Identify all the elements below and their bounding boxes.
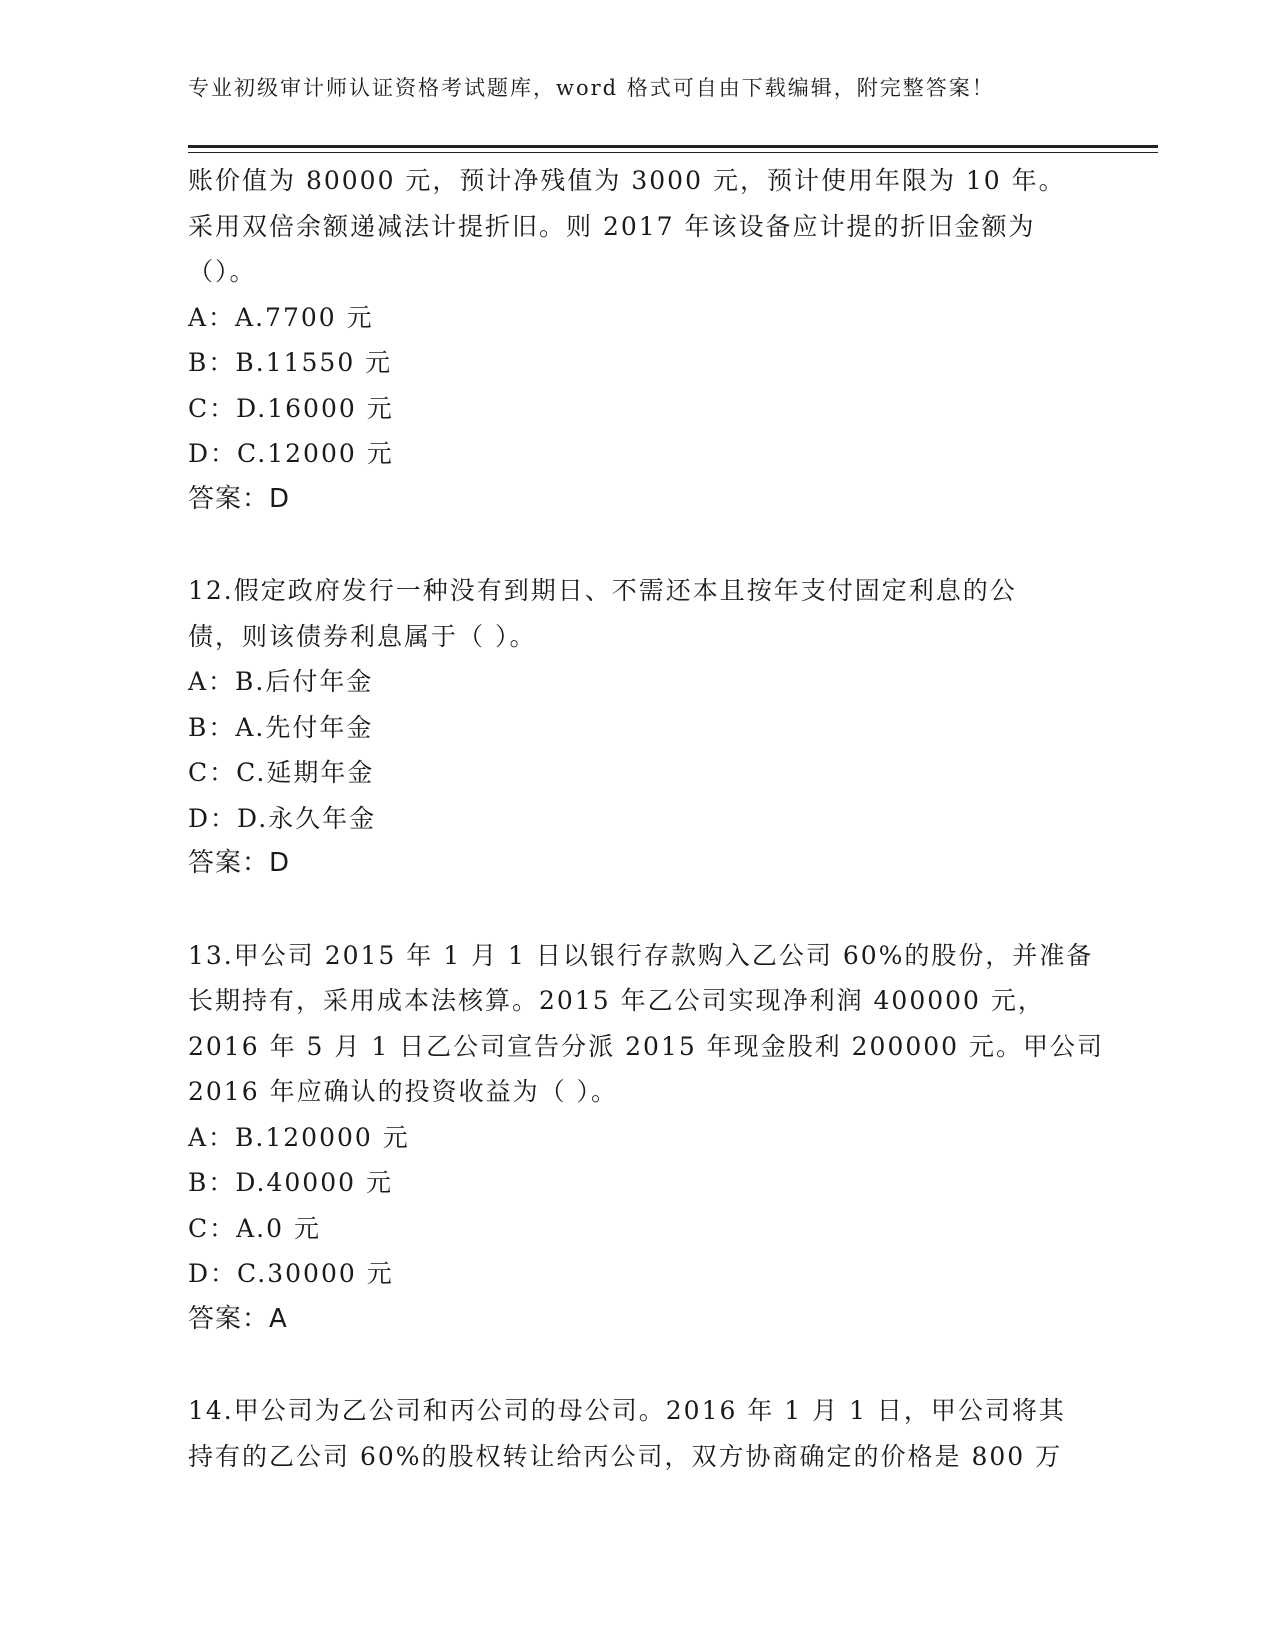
option-d: D：D.永久年金 [188, 803, 377, 833]
question-stem-line: 13.甲公司 2015 年 1 月 1 日以银行存款购入乙公司 60%的股份，并准备 [188, 940, 1094, 970]
spacer [188, 1342, 1088, 1388]
question-stem-line: 2016 年 5 月 1 日乙公司宣告分派 2015 年现金股利 200000 元。甲公司 [188, 1031, 1105, 1061]
document-body [188, 158, 1105, 1479]
question-11 [188, 158, 1088, 522]
header-rule-thick [188, 145, 1158, 148]
option-b: B：B.11550 元 [188, 348, 393, 377]
question-stem-line: 14.甲公司为乙公司和丙公司的母公司。2016 年 1 月 1 日，甲公司将其 [188, 1396, 1066, 1425]
question-stem-line: 账价值为 80000 元，预计净残值为 3000 元，预计使用年限为 10 年。 [188, 166, 1066, 195]
option-c: C：D.16000 元 [188, 393, 394, 423]
option-b: B：A.先付年金 [188, 712, 374, 742]
question-12 [188, 568, 1088, 887]
question-13 [188, 933, 1105, 1343]
question-stem-line: 持有的乙公司 60%的股权转让给丙公司，双方协商确定的价格是 800 万 [188, 1441, 1063, 1471]
header-rule-thin [188, 152, 1158, 153]
option-a: A：A.7700 元 [188, 302, 374, 332]
option-c: C：A.0 元 [188, 1213, 321, 1243]
spacer [188, 887, 1088, 933]
spacer [188, 522, 1088, 568]
option-d: D：C.30000 元 [188, 1259, 394, 1288]
option-c: C：C.延期年金 [188, 758, 375, 787]
question-stem-line: 12.假定政府发行一种没有到期日、不需还本且按年支付固定利息的公 [188, 576, 1017, 605]
answer: 答案：D [188, 848, 291, 878]
option-b: B：D.40000 元 [188, 1168, 393, 1197]
page-header: 专业初级审计师认证资格考试题库，word 格式可自由下载编辑，附完整答案！ [188, 76, 995, 100]
option-a: A：B.后付年金 [188, 667, 374, 696]
question-14 [188, 1388, 1088, 1479]
question-stem-line: 采用双倍余额递减法计提折旧。则 2017 年该设备应计提的折旧金额为 [188, 211, 1036, 241]
answer: 答案：D [188, 483, 291, 514]
answer: 答案：A [188, 1303, 288, 1334]
option-d: D：C.12000 元 [188, 439, 394, 468]
option-a: A：B.120000 元 [188, 1122, 410, 1152]
question-stem-line: 债，则该债券利息属于（ ）。 [188, 621, 537, 651]
question-stem-line: （）。 [188, 257, 257, 286]
question-stem-line: 长期持有，采用成本法核算。2015 年乙公司实现净利润 400000 元， [188, 986, 1045, 1015]
question-stem-line: 2016 年应确认的投资收益为（ ）。 [188, 1077, 619, 1106]
